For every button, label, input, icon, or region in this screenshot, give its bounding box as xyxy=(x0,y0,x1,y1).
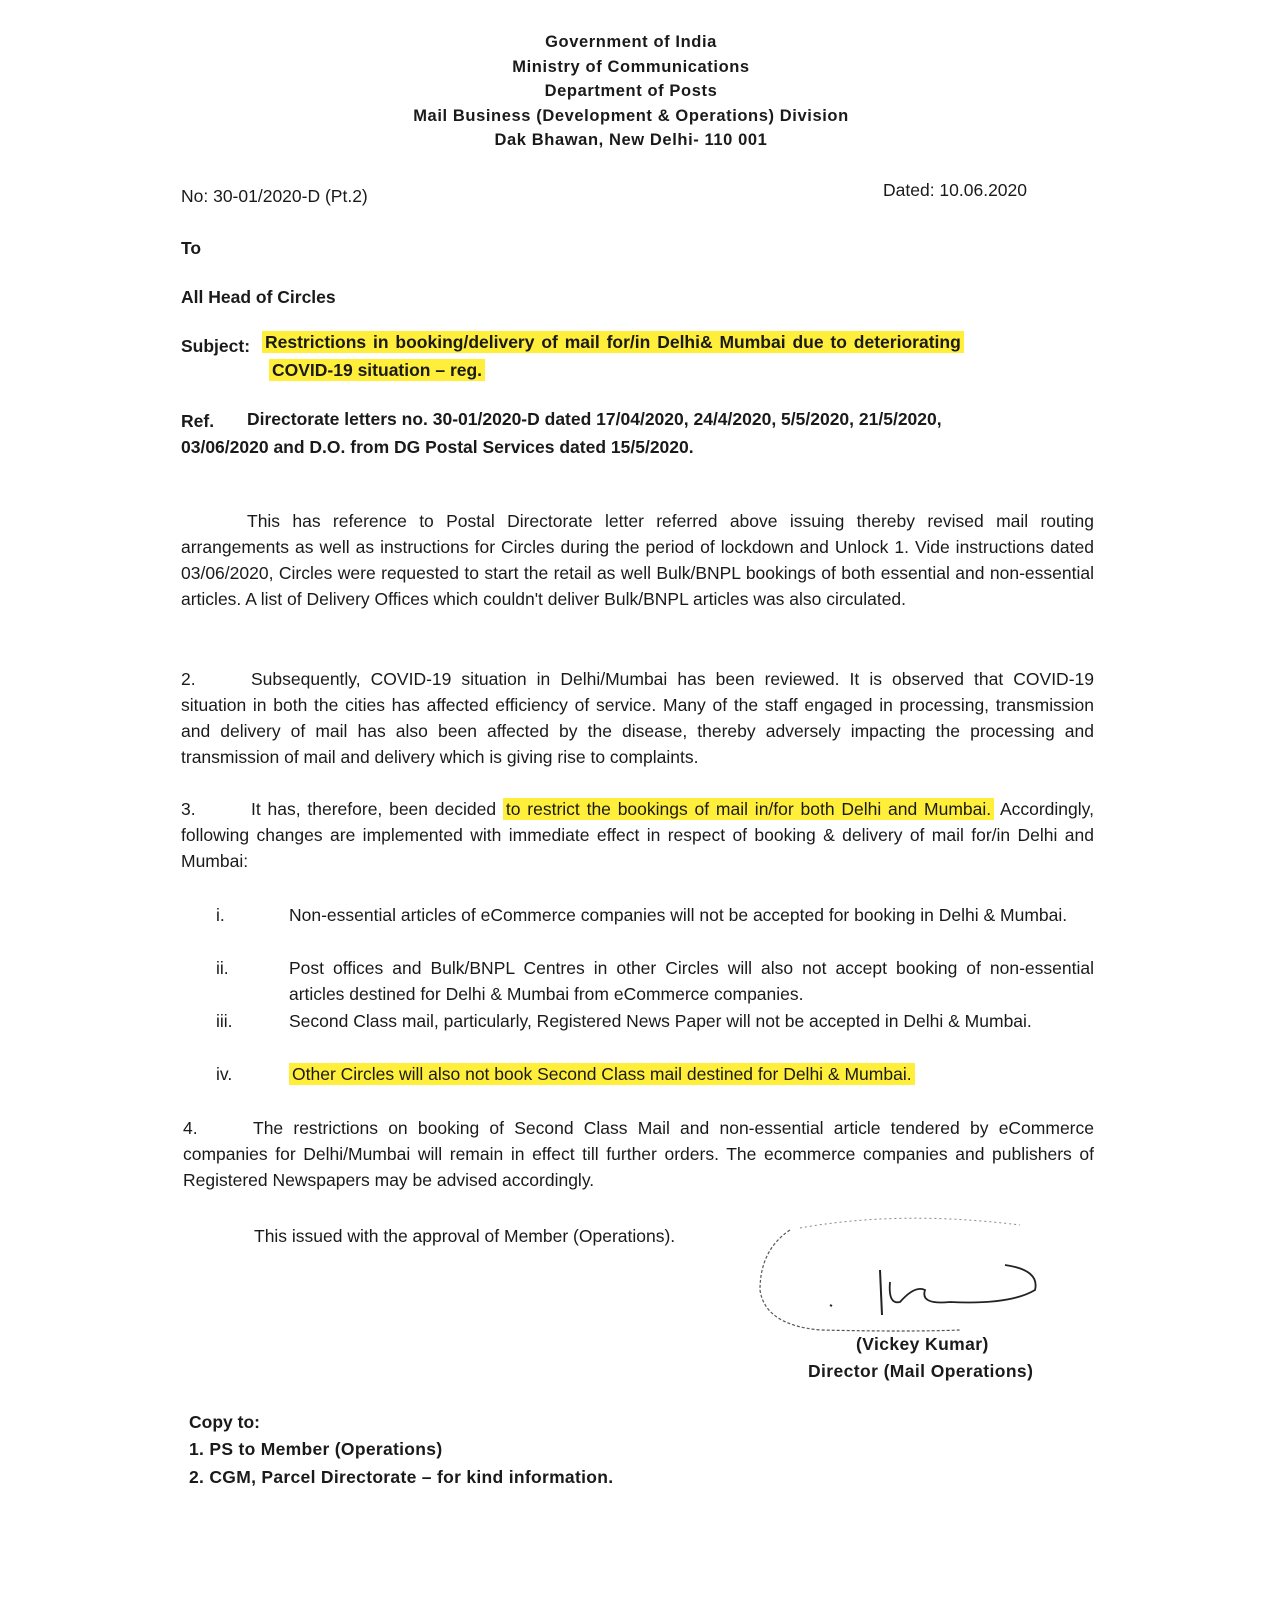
signatory-designation: Director (Mail Operations) xyxy=(808,1361,1034,1381)
letter-date: Dated: 10.06.2020 xyxy=(883,180,1028,200)
letterhead-department: Department of Posts xyxy=(544,82,718,100)
signature-scribble xyxy=(750,1210,1080,1340)
paragraph-3 xyxy=(181,796,1094,874)
copy-to-label: Copy to: xyxy=(189,1412,260,1432)
list-item-number: i. xyxy=(216,905,225,925)
ref-label: Ref. xyxy=(181,411,215,431)
list-item-text: Post offices and Bulk/BNPL Centres in other Circles will also not accept booking of non-essential articles destined for Delhi & Mumbai from eCommerce companies. xyxy=(289,958,1094,1004)
letterhead-ministry: Ministry of Communications xyxy=(512,57,750,76)
letterhead xyxy=(0,30,1262,153)
ref-line-2: 03/06/2020 and D.O. from DG Postal Services dated 15/5/2020. xyxy=(181,437,694,457)
copy-to-item: 1. PS to Member (Operations) xyxy=(189,1439,443,1459)
list-item xyxy=(181,1008,1094,1060)
paragraph-4 xyxy=(183,1115,1094,1193)
subject-line-1-text: Restrictions in booking/delivery of mail for/in Delhi& Mumbai due to deteriorating xyxy=(262,331,964,353)
paragraph-1: This has reference to Postal Directorate letter referred above issuing thereby revised mail routing arrangements as well as instructions for Circles during the period of lockdown and Unlock 1. Vide instructions dated 03/06/2020, Circles were requested to start the retail as well Bulk/BNPL bookings of both essential and non-essential articles. A list of Delivery Offices which couldn't deliver Bulk/BNPL articles was also circulated. xyxy=(181,511,1094,609)
addressee: All Head of Circles xyxy=(181,287,336,307)
signatory-name: (Vickey Kumar) xyxy=(856,1334,989,1354)
approval-line: This issued with the approval of Member (Operations). xyxy=(254,1226,676,1246)
paragraph-3-text-after: Accordingly, following changes are implemented with immediate effect in respect of booking & delivery of mail for/in Delhi and Mumbai: xyxy=(181,799,1094,871)
list-item xyxy=(181,902,1094,954)
letterhead-address: Dak Bhawan, New Delhi- 110 001 xyxy=(494,131,768,149)
list-item-text: Second Class mail, particularly, Registered News Paper will not be accepted in Delhi & Mumbai. xyxy=(289,1011,1032,1031)
list-item xyxy=(181,955,1094,1007)
subject-line-2-text: COVID-19 situation – reg. xyxy=(269,359,485,381)
list-item-text: Non-essential articles of eCommerce companies will not be accepted for booking in Delhi & Mumbai. xyxy=(289,905,1068,925)
copy-to-item: 2. CGM, Parcel Directorate – for kind information. xyxy=(189,1467,614,1487)
paragraph-2-text: Subsequently, COVID-19 situation in Delhi/Mumbai has been reviewed. It is observed that COVID-19 situation in both the cities has affected efficiency of service. Many of the staff engaged in processing, transmission and delivery of mail has also been affected by the disease, thereby adversely impacting the processing and transmission of mail and delivery which is giving rise to complaints. xyxy=(181,669,1094,767)
list-item xyxy=(181,1061,1094,1091)
paragraph-2 xyxy=(181,666,1094,770)
list-item-highlight: Other Circles will also not book Second Class mail destined for Delhi & Mumbai. xyxy=(289,1063,915,1085)
letterhead-government: Government of India xyxy=(545,33,717,51)
paragraph-3-highlight: to restrict the bookings of mail in/for both Delhi and Mumbai. xyxy=(503,798,994,820)
paragraph-4-number: 4. xyxy=(183,1118,198,1138)
letterhead-division: Mail Business (Development & Operations) Division xyxy=(413,106,849,125)
subject-line-1 xyxy=(262,329,1092,355)
list-item-number: ii. xyxy=(216,958,229,978)
subject-label: Subject: xyxy=(181,336,251,356)
ref-line-1: Directorate letters no. 30-01/2020-D dated 17/04/2020, 24/4/2020, 5/5/2020, 21/5/2020, xyxy=(247,409,942,429)
subject-line-2 xyxy=(269,357,485,383)
list-item-number: iii. xyxy=(216,1011,233,1031)
paragraph-3-number: 3. xyxy=(181,799,196,819)
paragraph-3-text-before: It has, therefore, been decided xyxy=(251,799,497,819)
list-item-number: iv. xyxy=(216,1064,233,1084)
reference-number: No: 30-01/2020-D (Pt.2) xyxy=(181,186,368,206)
list-item-text xyxy=(289,1061,1094,1087)
to-label: To xyxy=(181,238,202,258)
paragraph-4-text: The restrictions on booking of Second Class Mail and non-essential article tendered by eCommerce companies for Delhi/Mumbai will remain in effect till further orders. The ecommerce companies and publishers of Registered Newspapers may be advised accordingly. xyxy=(183,1118,1094,1190)
paragraph-2-number: 2. xyxy=(181,669,196,689)
